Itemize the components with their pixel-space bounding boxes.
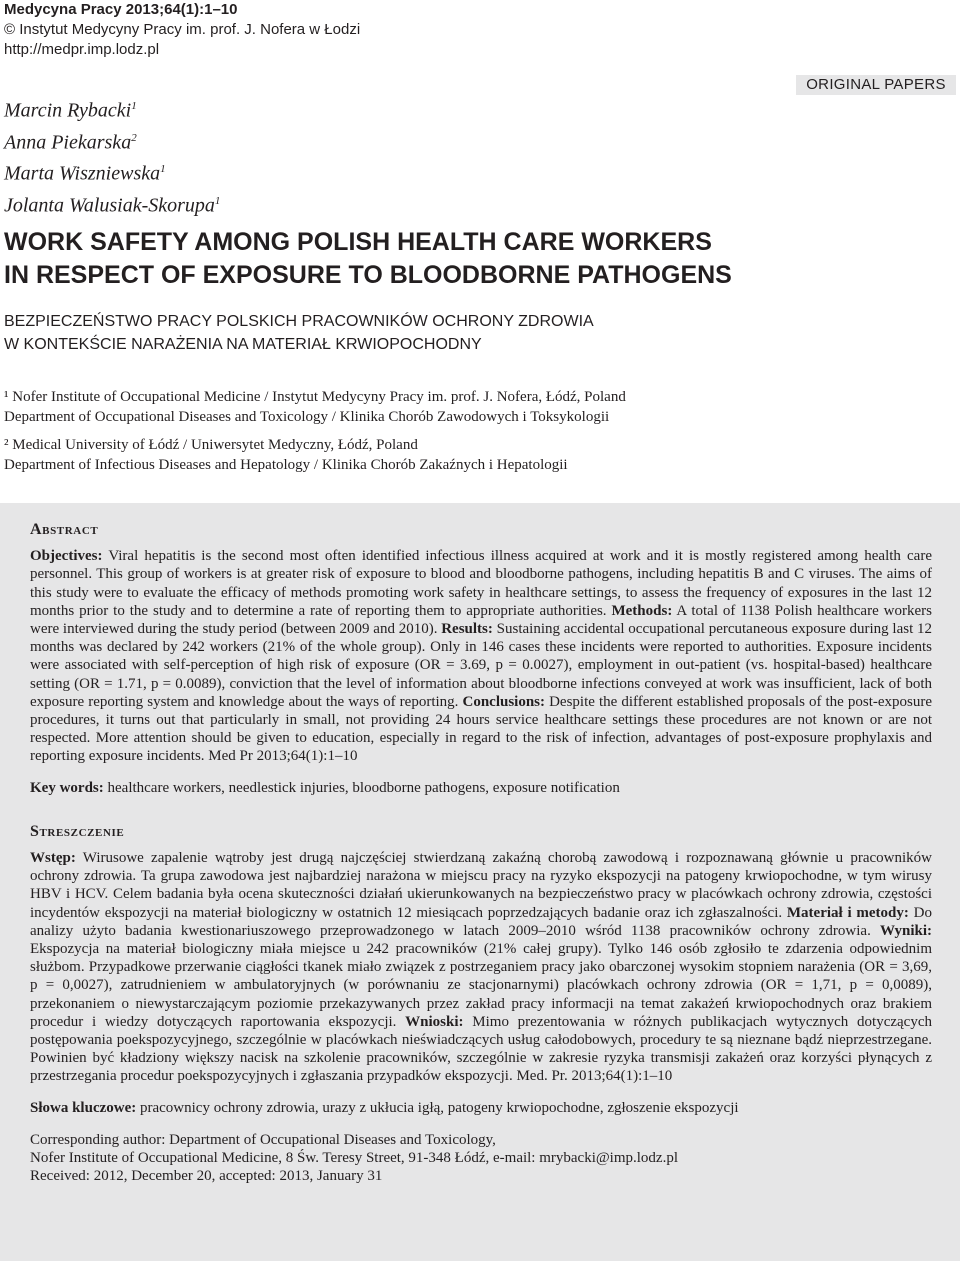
correspondence-line: Received: 2012, December 20, accepted: 2013, January 31 bbox=[30, 1168, 383, 1185]
affiliation-line: ² Medical University of Łódź / Uniwersytet Medyczny, Łódź, Poland bbox=[4, 437, 418, 453]
correspondence-line: Corresponding author: Department of Occupational Diseases and Toxicology, bbox=[30, 1131, 496, 1148]
correspondence bbox=[30, 1131, 932, 1186]
affiliation-line: ¹ Nofer Institute of Occupational Medicine / Instytut Medycyny Pracy im. prof. J. Nofera, Łódź, Poland bbox=[4, 389, 626, 405]
affiliation-line: Department of Occupational Diseases and Toxicology / Klinika Chorób Zawodowych i Toksykologii bbox=[4, 409, 610, 425]
affiliation-line: Department of Infectious Diseases and Hepatology / Klinika Chorób Zakaźnych i Hepatologii bbox=[4, 457, 568, 473]
streszczenie-keywords: Słowa kluczowe: pracownicy ochrony zdrowia, urazy z ukłucia igłą, patogeny krwiopochodne, zgłoszenie ekspozycji bbox=[30, 1099, 739, 1116]
author-list bbox=[4, 93, 220, 220]
author: Anna Piekarska$^2$ bbox=[4, 131, 137, 154]
copyright-line: © Instytut Medycyny Pracy im. prof. J. Nofera w Łodzi bbox=[4, 21, 361, 38]
section-tag: ORIGINAL PAPERS bbox=[796, 75, 956, 95]
abstract-body: Objectives: Viral hepatitis is the second most often identified infectious illness acquired at work and it is mostly registered among health care personnel. This group of workers is at greater risk of exposure to blood and bloodborne pathogens, including hepatitis B and C viruses. The aims of this study were to evaluate the efficacy of methods promoting work safety in healthcare settings, to assess the frequency of exposures in the last 12 months prior to the study and to determine a rate of reporting them to appropriate authorities. Methods: A total of 1138 Polish healthcare workers were interviewed during the study period (between 2009 and 2010). Results: Sustaining accidental occupational percutaneous exposure during last 12 months was declared by 242 workers (21% of the whole group). Only in 146 cases these incidents were reported to authorities. Exposure incidents were associated with self-perception of high risk of exposure (OR = 3.69, p = 0.0027), employment in out-patient (vs. hospital-based) healthcare setting (OR = 1.71, p = 0.0089), conviction that the level of information about bloodborne infections conveyed at work was insufficient, lack of both exposure reporting system and knowledge about the ways of reporting. Conclusions: Despite the different established proposals of the post-exposure procedures, it turns out that particularly in small, not providing 24 hours service healthcare settings these procedures are not known or are not respected. More attention should be given to education, especially in regard to the risk of infection, advantages of post-exposure prophylaxis and reporting exposure incidents. Med Pr 2013;64(1):1–10 bbox=[30, 548, 933, 765]
streszczenie-heading: Streszczenie bbox=[30, 822, 125, 840]
journal-citation: Medycyna Pracy 2013;64(1):1–10 bbox=[4, 1, 238, 18]
journal-url[interactable]: http://medpr.imp.lodz.pl bbox=[4, 41, 160, 58]
correspondence-line: Nofer Institute of Occupational Medicine, 8 Św. Teresy Street, 91-348 Łódź, e-mail: mrybacki@imp.lodz.pl bbox=[30, 1150, 679, 1167]
streszczenie-body: Wstęp: Wirusowe zapalenie wątroby jest drugą najczęściej stwierdzaną zakaźną chorobą zawodową i rozpoznawaną głównie u pracowników ochrony zdrowia. Ta grupa zawodowa jest najbardziej narażona w miejscu pracy na ryzyko ekspozycji na patogeny krwiopochodne, w tym wirusy HBV i HCV. Celem badania była ocena skuteczności działań ukierunkowanych na bezpieczeństwo pracy w placówkach ochrony zdrowia, częstości incydentów ekspozycji na materiał biologiczny w ostatnich 12 miesiącach poprzedzających badanie oraz ich zgłaszalności. Materiał i metody: Do analizy użyto badania kwestionariuszowego przeprowadzonego w latach 2009–2010 wśród 1138 pracowników ochrony zdrowia. Wyniki: Ekspozycja na materiał biologiczny miała miejsce u 242 pracowników (21% całej grupy). Tylko 146 osób zgłosiło te zdarzenia odpowiednim służbom. Przypadkowe przerwanie ciągłości tkanek miało związek z postrzeganiem pracy jako obarczonej wysokim stopniem narażenia (OR = 3,69, p = 0,0027), zatrudnieniem w ambulatoryjnych (w porównaniu ze stacjonarnymi) placówkach ochrony zdrowia (OR = 1,71, p = 0,0089), przekonaniem o niewystarczającym poziomie przekazywanych przez zakład pracy informacji na temat zakażeń krwiopochodnych oraz brakiem procedur i wiedzy dotyczących raportowania ekspozycji. Wnioski: Mimo prezentowania w różnych publikacjach wytycznych dotyczących postępowania poekspozycyjnego, szczególnie w placówkach nieświadczących usług całodobowych, procedury te są nieznane bądź nieprzestrzegane. Powinien być kładziony większy nacisk na szkolenie pracowników, szczególnie w zakresie ryzyka transmisji zakażeń oraz korzyści płynących z przestrzegania procedur poekspozycyjnych i zgłaszania przypadków ekspozycji. Med. Pr. 2013;64(1):1–10 bbox=[30, 850, 933, 1085]
title-english: WORK SAFETY AMONG POLISH HEALTH CARE WORKERS IN RESPECT OF EXPOSURE TO BLOODBORNE PATHOGENS bbox=[4, 228, 732, 289]
affiliations bbox=[4, 387, 626, 475]
author: Marta Wiszniewska$^1$ bbox=[4, 162, 166, 185]
journal-header bbox=[4, 0, 360, 60]
abstract-heading: Abstract bbox=[30, 521, 99, 538]
title-polish: BEZPIECZEŃSTWO PRACY POLSKICH PRACOWNIKÓW OCHRONY ZDROWIA W KONTEKŚCIE NARAŻENIA NA MATERIAŁ KRWIOPOCHODNY bbox=[4, 313, 594, 353]
author: Jolanta Walusiak-Skorupa$^1$ bbox=[4, 194, 221, 217]
author: Marcin Rybacki$^1$ bbox=[4, 99, 137, 122]
abstract-keywords: Key words: healthcare workers, needlestick injuries, bloodborne pathogens, exposure notification bbox=[30, 779, 620, 796]
abstract-content bbox=[30, 521, 932, 1186]
